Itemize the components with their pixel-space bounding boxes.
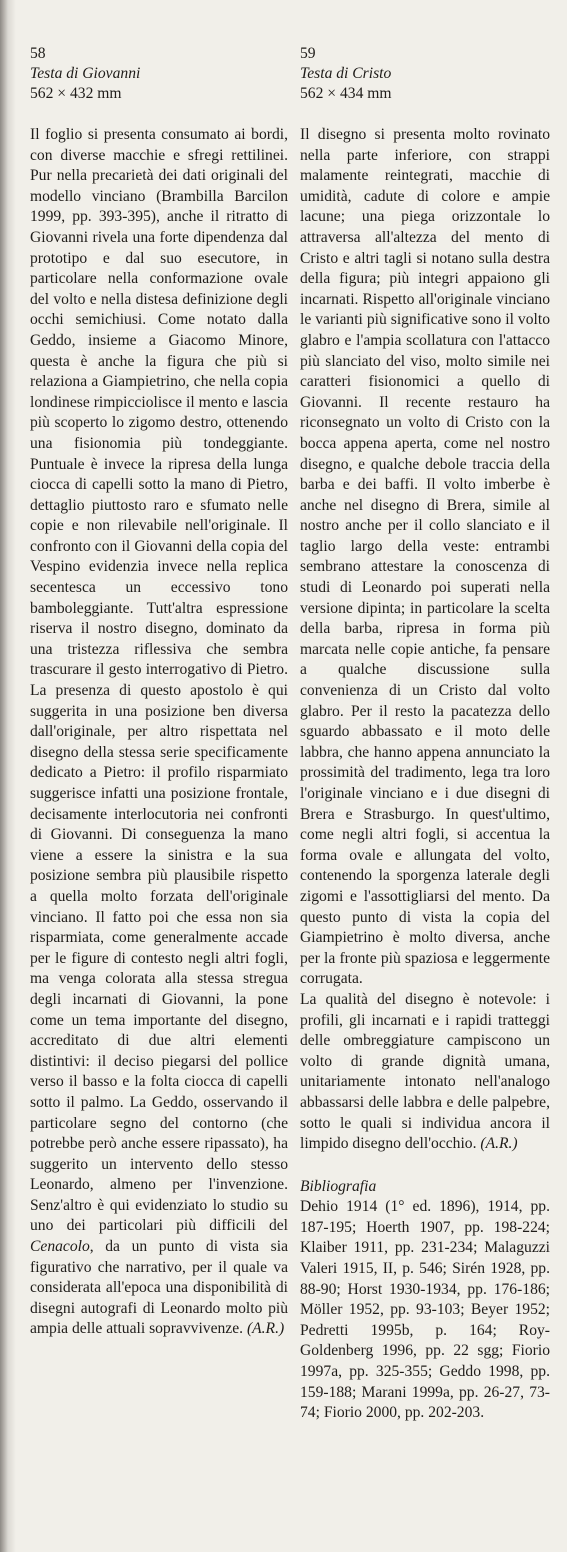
bibliography-heading: Bibliografia [300,1177,377,1195]
entry-58-paragraph [30,125,288,1340]
catalog-number: 58 [30,45,46,62]
author-signature: (A.R.) [246,1320,285,1338]
entry-58 [30,0,288,1340]
paragraph-text: La qualità del disegno è notevole: i profili, gli incarnati e i rapidi tratteggi delle ombreggiature campiscono un volto di grande dignità umana, unitariamente intonato nell'analogo abbassarsi delle labbra e delle palpebre, sotto le quali si individua ancora il limpido disegno dell'occhio. [300,990,550,1153]
italic-term: Cenacolo [30,1238,90,1256]
artwork-title: Testa di Giovanni [30,65,141,82]
entry-58-header [30,44,288,104]
artwork-dimensions: 562 × 432 mm [30,85,122,102]
paragraph-text: Il foglio si presenta consumato ai bordi, con diverse macchie e sfregi rettilinei. Pur nella precarietà dei dati originali del modello vinciano (Brambilla Barcilon 1999, pp. 393-395), anche il ritratto di Giovanni rivela una forte dipendenza dal prototipo e dal suo esecutore, in particolare nella conformazione ovale del volto e nella distesa definizione degli occhi semichiusi. Come notato dalla Geddo, insieme a Giacomo Minore, questa è anche la figura che più si relaziona a Giampietrino, che nella copia londinese rimpicciolisce il mento e lascia più scoperto lo zigomo destro, ottenendo una fisionomia più tondeggiante. Puntuale è invece la ripresa della lunga ciocca di capelli sotto la mano di Pietro, dettaglio piuttosto raro e sfumato nelle copie e non rilevabile nell'originale. Il confronto con il Giovanni della copia del Vespino evidenzia invece nella replica secentesca un eccessivo tono bamboleggiante. Tutt'altra espressione riserva il nostro disegno, dominato da una tristezza riflessiva che sembra trascurare il gesto interrogativo di Pietro. La presenza di questo apostolo è qui suggerita in una posizione ben diversa dall'originale, per altro rispettata nel disegno della stessa serie specificamente dedicato a Pietro: il profilo risparmiato suggerisce infatti una posizione frontale, decisamente interlocutoria nei confronti di Giovanni. Di conseguenza la mano viene a essere la sinistra e la sua posizione sembra più plausibile rispetto a quella molto forzata dell'originale vinciano. Il fatto poi che essa non sia risparmiata, come generalmente accade per le figure di contesto negli altri fogli, ma venga colorata alla stessa stregua degli incarnati di Giovanni, la pone come un tema importante del disegno, accreditato di due altri elementi distintivi: il deciso piegarsi del pollice verso il basso e la folta ciocca di capelli sotto il palmo. La Geddo, osservando il particolare segno del contorno (che potrebbe però anche essere ripassato), ha suggerito un intervento dello stesso Leonardo, almeno per l'invenzione. Senz'altro è qui evidenziato lo studio su uno dei particolari più difficili del [30,126,288,1235]
artwork-dimensions: 562 × 434 mm [300,85,392,102]
entry-59-header [300,44,550,104]
entry-58-text [30,125,288,1340]
paragraph-text: , da un punto di vista sia figurativo che narrativo, per il quale va considerata all'epoca una disponibilità di disegni autografi di Leonardo molto più ampia delle attuali sopravvivenze. [30,1238,288,1338]
entry-59-paragraph-2 [300,990,550,1155]
artwork-title: Testa di Cristo [300,65,392,82]
page-gutter-shadow [0,0,16,1552]
catalog-number: 59 [300,45,316,62]
entry-59-text [300,125,550,1155]
entry-59 [300,0,550,1424]
entry-59-paragraph-1: Il disegno si presenta molto rovinato nella parte inferiore, con strappi malamente reintegrati, macchie di umidità, cadute di colore e ampie lacune; una piega orizzontale lo attraversa all'altezza del mento di Cristo e altri tagli si notano sulla destra della figura; più integri appaiono gli incarnati. Rispetto all'originale vinciano le varianti più significative sono il volto glabro e l'ampia scollatura con l'attacco più slanciato del viso, molto simile nei caratteri fisionomici a quello di Giovanni. Il recente restauro ha riconsegnato un volto di Cristo con la bocca appena aperta, come nel nostro disegno, e qualche debole traccia della barba e dei baffi. Il volto imberbe è anche nel disegno di Brera, simile al nostro anche per il collo slanciato e il taglio largo della veste: entrambi sembrano attestare la conoscenza di studi di Leonardo poi superati nella versione dipinta; in particolare la scelta della barba, ripresa in forma più marcata nelle copie antiche, fa pensare a qualche discussione sulla convenienza di un Cristo dal volto glabro. Per il resto la pacatezza dello sguardo abbassato e il moto delle labbra, che hanno appena annunciato la prossimità del tradimento, lega tra loro l'originale vinciano e i due disegni di Brera e Strasburgo. In quest'ultimo, come negli altri fogli, si accentua la forma ovale e allungata del volto, contenendo la sporgenza laterale degli zigomi e l'assottigliarsi del mento. Da questo punto di vista la copia del Giampietrino è molto diversa, anche per la fronte più spaziosa e leggermente corrugata. [300,126,550,988]
bibliography-text: Dehio 1914 (1° ed. 1896), 1914, pp. 187-195; Hoerth 1907, pp. 198-224; Klaiber 1911, pp. 231-234; Malaguzzi Valeri 1915, II, p. 546; Sirén 1928, pp. 88-90; Horst 1930-1934, pp. 176-186; Möller 1952, pp. 93-103; Beyer 1952; Pedretti 1995b, p. 164; Roy-Goldenberg 1996, pp. 22 sgg; Fiorio 1997a, pp. 325-355; Geddo 1998, pp. 159-188; Marani 1999a, pp. 26-27, 73-74; Fiorio 2000, pp. 202-203. [300,1198,550,1422]
author-signature: (A.R.) [480,1135,518,1153]
